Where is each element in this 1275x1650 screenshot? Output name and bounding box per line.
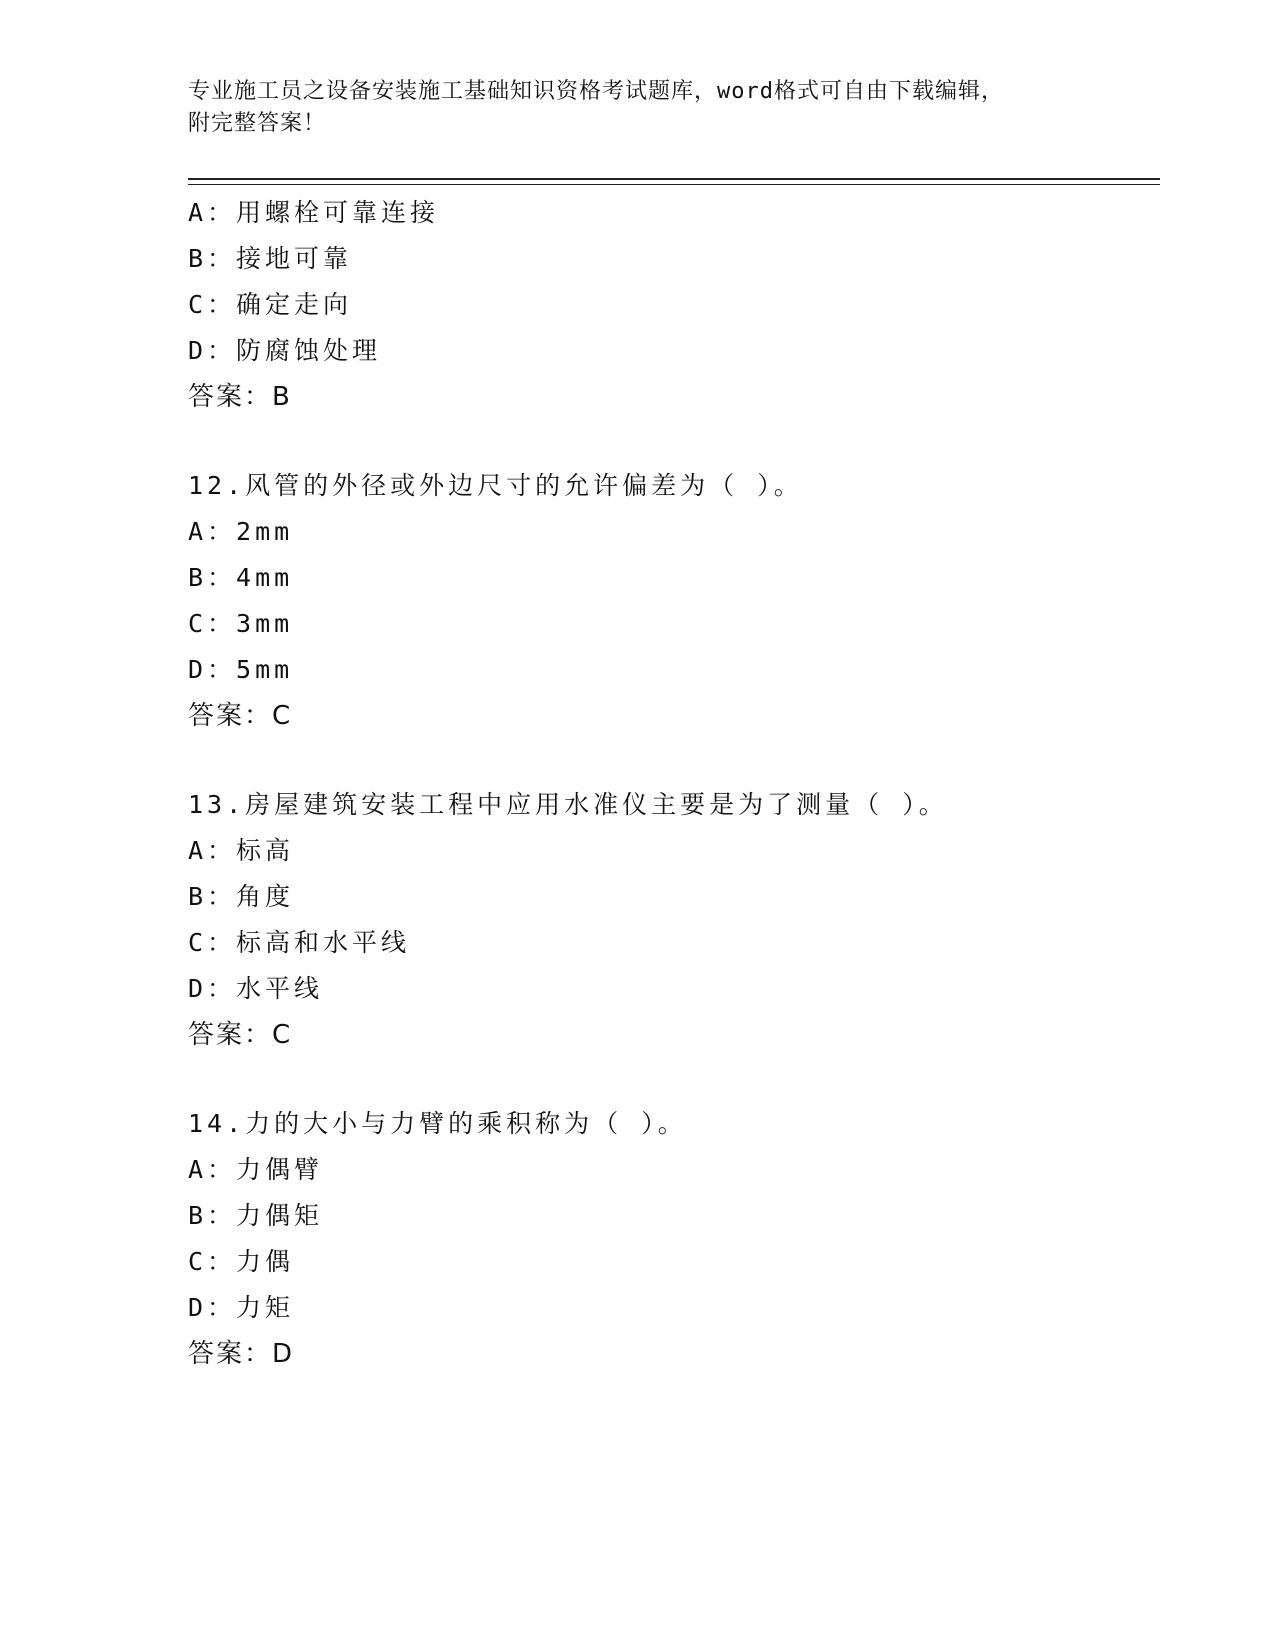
- answer-line: 答案：B: [188, 382, 292, 412]
- option-d: D：力矩: [188, 1293, 295, 1322]
- option-c: C：力偶: [188, 1247, 295, 1276]
- option-c: C：标高和水平线: [188, 928, 411, 957]
- document-header: [188, 76, 1088, 140]
- question-text: 14.力的大小与力臂的乘积称为（ ）。: [188, 1109, 687, 1138]
- question-text: 13.房屋建筑安装工程中应用水准仪主要是为了测量（ ）。: [188, 790, 948, 819]
- header-line-1: 专业施工员之设备安装施工基础知识资格考试题库，word格式可自由下载编辑，: [188, 79, 1004, 104]
- question-list: [188, 190, 1148, 1377]
- option-d: D：防腐蚀处理: [188, 336, 382, 365]
- option-a: A：用螺栓可靠连接: [188, 198, 440, 227]
- option-b: B：角度: [188, 882, 295, 911]
- question-block-11: [188, 190, 1148, 420]
- answer-line: 答案：C: [188, 1020, 293, 1050]
- header-divider-thick: [188, 178, 1160, 180]
- answer-line: 答案：C: [188, 701, 293, 731]
- header-line-2: 附完整答案！: [188, 111, 327, 136]
- question-block-12: [188, 463, 1148, 739]
- option-a: A：2mm: [188, 517, 294, 546]
- option-d: D：5mm: [188, 655, 294, 684]
- option-b: B：4mm: [188, 563, 294, 592]
- question-block-14: [188, 1101, 1148, 1377]
- option-b: B：力偶矩: [188, 1201, 324, 1230]
- option-c: C：3mm: [188, 609, 294, 638]
- question-block-13: [188, 782, 1148, 1058]
- option-a: A：标高: [188, 836, 295, 865]
- answer-line: 答案：D: [188, 1339, 295, 1369]
- option-c: C：确定走向: [188, 290, 353, 319]
- question-text: 12.风管的外径或外边尺寸的允许偏差为（ ）。: [188, 471, 803, 500]
- option-d: D：水平线: [188, 974, 324, 1003]
- option-b: B：接地可靠: [188, 244, 353, 273]
- block-spacer: [188, 1058, 1148, 1101]
- block-spacer: [188, 420, 1148, 463]
- block-spacer: [188, 739, 1148, 782]
- option-a: A：力偶臂: [188, 1155, 324, 1184]
- header-divider-thin: [188, 184, 1160, 185]
